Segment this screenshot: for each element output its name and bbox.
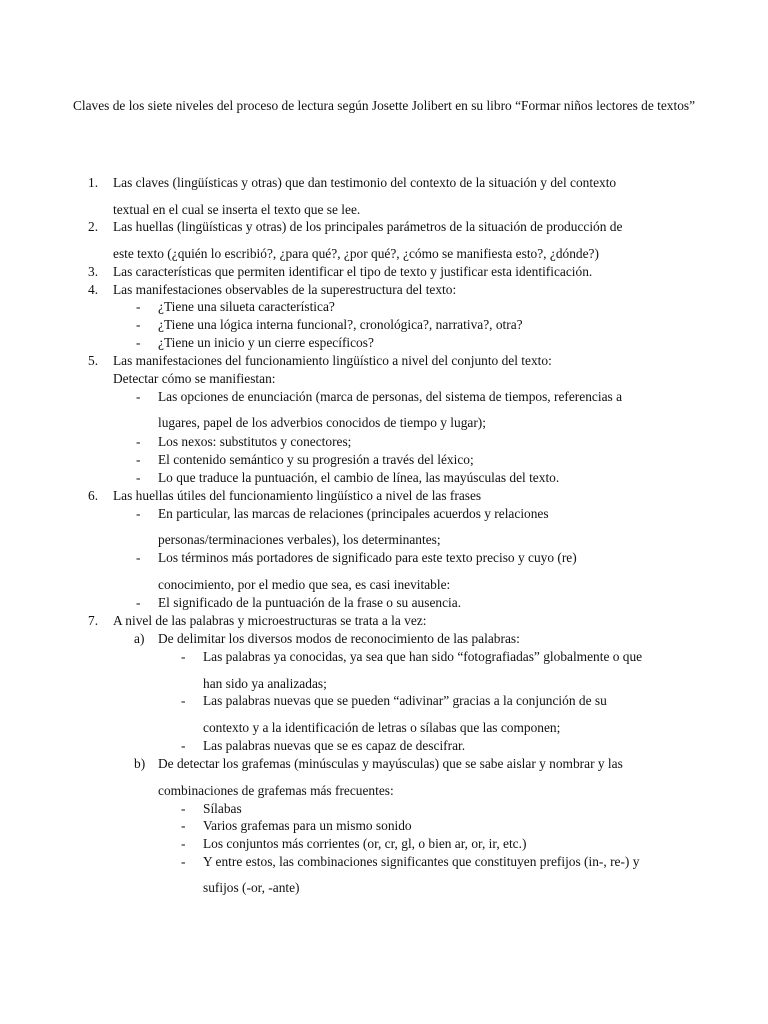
item-7a-bullet-2-line-1: Las palabras nuevas que se pueden “adivinar” gracias a la conjunción de su [203, 693, 607, 708]
document-title: Claves de los siete niveles del proceso de lectura según Josette Jolibert en su libro “Formar niños lectores de textos” [72, 98, 696, 113]
list-number-1: 1. [88, 175, 99, 190]
item-5-line-2: Detectar cómo se manifiestan: [113, 371, 276, 386]
item-7a-bullet-1-line-1: Las palabras ya conocidas, ya sea que han sido “fotografiadas” globalmente o que [203, 649, 643, 664]
item-2-line-2: este texto (¿quién lo escribió?, ¿para qué?, ¿por qué?, ¿cómo se manifiesta esto?, ¿dónde?) [113, 246, 599, 261]
item-5-bullet-4: Lo que traduce la puntuación, el cambio de línea, las mayúsculas del texto. [158, 470, 560, 485]
item-7b-text-line-1: De detectar los grafemas (minúsculas y mayúsculas) que se sabe aislar y nombrar y las [158, 756, 623, 771]
bullet-dash: - [136, 299, 141, 314]
bullet-dash: - [136, 470, 141, 485]
bullet-dash: - [136, 389, 141, 404]
bullet-dash: - [136, 335, 141, 350]
item-1-line-2: textual en el cual se inserta el texto que se lee. [113, 202, 361, 217]
bullet-dash: - [181, 836, 186, 851]
item-4-line-1: Las manifestaciones observables de la superestructura del texto: [113, 282, 457, 297]
bullet-dash: - [136, 506, 141, 521]
list-number-6: 6. [88, 488, 99, 503]
bullet-dash: - [136, 452, 141, 467]
item-7b-bullet-1: Sílabas [203, 801, 242, 816]
item-7b-bullet-3: Los conjuntos más corrientes (or, cr, gl, o bien ar, or, ir, etc.) [203, 836, 527, 851]
bullet-dash: - [181, 738, 186, 753]
item-6-bullet-1-line-2: personas/terminaciones verbales), los determinantes; [158, 532, 441, 547]
item-5-bullet-1-line-1: Las opciones de enunciación (marca de personas, del sistema de tiempos, referencias a [158, 389, 623, 404]
item-4-bullet-3: ¿Tiene un inicio y un cierre específicos? [158, 335, 374, 350]
item-1-line-1: Las claves (lingüísticas y otras) que dan testimonio del contexto de la situación y del contexto [113, 175, 617, 190]
bullet-dash: - [181, 818, 186, 833]
item-7b-bullet-4-line-1: Y entre estos, las combinaciones significantes que constituyen prefijos (in-, re-) y [203, 854, 640, 869]
list-number-3: 3. [88, 264, 99, 279]
item-2-line-1: Las huellas (lingüísticas y otras) de los principales parámetros de la situación de producción de [113, 219, 623, 234]
item-4-bullet-1: ¿Tiene una silueta característica? [158, 299, 335, 314]
item-7-line-1: A nivel de las palabras y microestructuras se trata a la vez: [113, 613, 427, 628]
item-7b-text-line-2: combinaciones de grafemas más frecuentes: [158, 783, 394, 798]
item-7b-bullet-4-line-2: sufijos (-or, -ante) [203, 880, 300, 895]
list-number-7: 7. [88, 613, 99, 628]
item-6-bullet-1-line-1: En particular, las marcas de relaciones (principales acuerdos y relaciones [158, 506, 549, 521]
list-number-5: 5. [88, 353, 99, 368]
item-7a-bullet-2-line-2: contexto y a la identificación de letras o sílabas que las componen; [203, 720, 561, 735]
item-7b-bullet-2: Varios grafemas para un mismo sonido [203, 818, 412, 833]
item-6-bullet-3: El significado de la puntuación de la frase o su ausencia. [158, 595, 462, 610]
item-6-bullet-2-line-1: Los términos más portadores de significado para este texto preciso y cuyo (re) [158, 550, 577, 565]
item-7a-bullet-1-line-2: han sido ya analizadas; [203, 676, 327, 691]
list-number-4: 4. [88, 282, 99, 297]
item-7a-text: De delimitar los diversos modos de reconocimiento de las palabras: [158, 631, 520, 646]
bullet-dash: - [181, 854, 186, 869]
item-5-bullet-1-line-2: lugares, papel de los adverbios conocidos de tiempo y lugar); [158, 415, 486, 430]
item-5-line-1: Las manifestaciones del funcionamiento lingüístico a nivel del conjunto del texto: [113, 353, 552, 368]
item-4-bullet-2: ¿Tiene una lógica interna funcional?, cronológica?, narrativa?, otra? [158, 317, 523, 332]
sublist-letter-a: a) [134, 631, 145, 646]
bullet-dash: - [136, 317, 141, 332]
item-7a-bullet-3: Las palabras nuevas que se es capaz de descifrar. [203, 738, 466, 753]
bullet-dash: - [181, 693, 186, 708]
item-3-line-1: Las características que permiten identificar el tipo de texto y justificar esta identificación. [113, 264, 593, 279]
item-6-bullet-2-line-2: conocimiento, por el medio que sea, es casi inevitable: [158, 577, 451, 592]
sublist-letter-b: b) [134, 756, 146, 771]
bullet-dash: - [181, 649, 186, 664]
item-5-bullet-2: Los nexos: substitutos y conectores; [158, 434, 352, 449]
bullet-dash: - [181, 801, 186, 816]
bullet-dash: - [136, 434, 141, 449]
list-number-2: 2. [88, 219, 99, 234]
bullet-dash: - [136, 550, 141, 565]
bullet-dash: - [136, 595, 141, 610]
item-6-line-1: Las huellas útiles del funcionamiento lingüístico a nivel de las frases [113, 488, 482, 503]
item-5-bullet-3: El contenido semántico y su progresión a través del léxico; [158, 452, 474, 467]
